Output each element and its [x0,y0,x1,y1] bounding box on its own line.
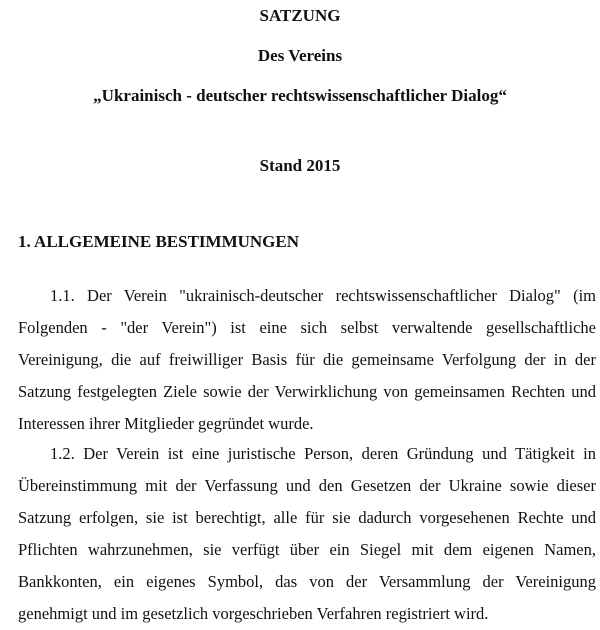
document-version: Stand 2015 [259,156,341,175]
paragraph-1-1: 1.1. Der Verein "ukrainisch-deutscher rechtswissenschaftlicher Dialog" (im Folgenden - "der Verein") ist eine sich selbst verwaltende gesellschaftliche Vereinigung, die auf freiwilliger Basis für die gemeinsame Verfolgung der in der Satzung festgelegten Ziele sowie der Verwirklichung von gemeinsamen Rechten und Interessen ihrer Mitglieder gegründet wurde. [18,285,596,433]
association-name: „Ukrainisch - deutscher rechtswissenschaftlicher Dialog“ [93,86,507,105]
document-title: SATZUNG [259,6,341,25]
paragraph-1-2: 1.2. Der Verein ist eine juristische Person, deren Gründung und Tätigkeit in Übereinstimmung mit der Verfassung und den Gesetzen der Ukraine sowie dieser Satzung erfolgen, sie ist berechtigt, alle für sie dadurch vorgesehenen Rechte und Pflichten wahrzunehmen, sie verfügt über ein Siegel mit dem eigenen Namen, Bankkonten, ein eigenes Symbol, das von der Versammlung der Vereinigung genehmigt und im gesetzlich vorgeschrieben Verfahren registriert wird. [18,443,596,623]
section-heading: 1. ALLGEMEINE BESTIMMUNGEN [18,232,300,251]
document-subtitle: Des Vereins [257,46,343,65]
